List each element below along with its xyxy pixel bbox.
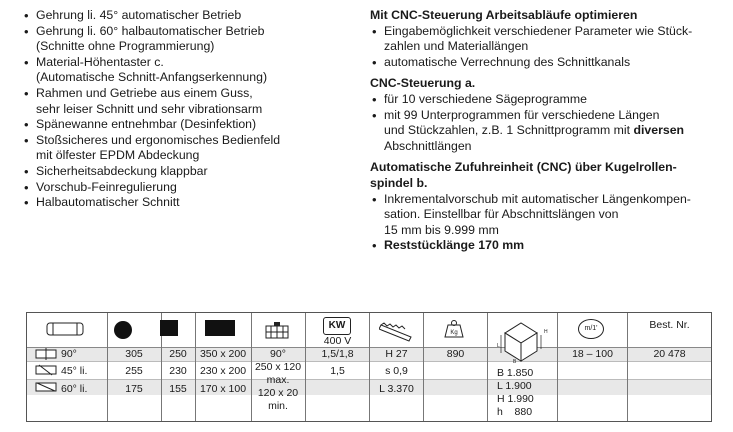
blade-height: H 27 — [385, 348, 408, 360]
list-item: • Eingabemöglichkeit verschiedener Parameter wie Stück- zahlen und Materiallängen — [370, 24, 715, 55]
power-value-alt: 1,5 — [330, 365, 345, 377]
rect-material-icon — [205, 320, 235, 336]
cut-angle: 45° li. — [61, 365, 88, 377]
square-capacity: 230 — [169, 365, 187, 377]
feature-list-left — [22, 8, 342, 211]
rect-capacity: 170 x 100 — [199, 383, 247, 395]
weight-icon — [444, 319, 464, 339]
saw-blade-icon — [379, 321, 413, 343]
blade-thickness: s 0,9 — [385, 365, 408, 377]
weight-value: 890 — [446, 348, 465, 360]
order-number: 20 478 — [653, 348, 686, 360]
machine-dimensions: B 1.850 L 1.900 H 1.990 h 880 — [497, 367, 534, 418]
section-title-feed-unit: Automatische Zufuhreinheit (CNC) über Kugelrollen- spindel b. — [370, 160, 677, 190]
speed-icon: m/1' — [578, 319, 604, 339]
cnc-control-list — [370, 92, 715, 154]
square-capacity: 155 — [169, 383, 187, 395]
order-number-header: Best. Nr. — [649, 319, 690, 331]
svg-text:Kg: Kg — [450, 330, 458, 336]
blade-speed: 18 – 100 — [572, 348, 613, 360]
list-item: • automatische Verrechnung des Schnittkanals — [370, 55, 715, 71]
rect-capacity: 230 x 200 — [199, 365, 247, 377]
list-item: • für 10 verschiedene Sägeprogramme — [370, 92, 715, 108]
cut-angle: 90° — [61, 348, 77, 360]
power-value: 1,5/1,8 — [321, 348, 354, 360]
round-material-icon — [113, 320, 133, 340]
feed-unit-list — [370, 192, 715, 254]
cut-angle: 60° li. — [61, 383, 88, 395]
svg-text:L: L — [497, 343, 500, 349]
square-capacity: 250 — [169, 348, 187, 360]
list-item: • Sicherheitsabdeckung klappbar — [22, 164, 342, 180]
list-item: • Rahmen und Getriebe aus einem Guss, sehr leiser Schnitt und sehr vibrationsarm — [22, 86, 342, 117]
svg-text:H: H — [544, 329, 548, 335]
square-material-icon — [159, 319, 179, 337]
list-item: • Halbautomatischer Schnitt — [22, 195, 342, 211]
spec-table — [26, 312, 712, 422]
list-item: • Gehrung li. 60° halbautomatischer Betrieb (Schnitte ohne Programmierung) — [22, 24, 342, 55]
cnc-workflow-list — [370, 24, 715, 71]
rect-capacity: 350 x 200 — [199, 348, 247, 360]
round-capacity: 255 — [125, 365, 143, 377]
svg-text:B: B — [513, 359, 517, 365]
list-item: • Vorschub-Feinregulierung — [22, 180, 342, 196]
list-item: • Gehrung li. 45° automatischer Betrieb — [22, 8, 342, 24]
tube-icon — [45, 321, 85, 337]
blade-length: L 3.370 — [379, 383, 414, 395]
cut-60-icon — [35, 381, 57, 393]
cut-45-icon — [35, 364, 57, 376]
list-item: • Material-Höhentaster c. (Automatische Schnitt-Anfangserkennung) — [22, 55, 342, 86]
dimensions-icon — [497, 319, 551, 365]
feature-list — [22, 8, 342, 211]
list-item: • Stoßsicheres und ergonomisches Bedienfeld mit ölfester EPDM Abdeckung — [22, 133, 342, 164]
cut-90-icon — [35, 348, 57, 360]
round-capacity: 175 — [125, 383, 143, 395]
feature-list-right — [370, 8, 715, 254]
list-item: • Spänewanne entnehmbar (Desinfektion) — [22, 117, 342, 133]
kw-icon: KW — [323, 317, 351, 335]
bundle-icon — [265, 321, 289, 339]
list-item: • mit 99 Unterprogrammen für verschiedene Längen und Stückzahlen, z.B. 1 Schnittprogramm mit diversen Abschnittlängen — [370, 108, 715, 155]
bundle-capacity: 90° 250 x 120 max. 120 x 20 min. — [254, 348, 302, 412]
list-item: • Reststücklänge 170 mm — [370, 238, 715, 254]
round-capacity: 305 — [125, 348, 143, 360]
list-item: • Inkrementalvorschub mit automatischer Längenkompen- sation. Einstellbar für Abschnittslängen von 15 mm bis 9.999 mm — [370, 192, 715, 239]
voltage-label: 400 V — [323, 335, 352, 347]
section-title-cnc-control: CNC-Steuerung a. — [370, 76, 476, 91]
section-title-cnc-workflow: Mit CNC-Steuerung Arbeitsabläufe optimieren — [370, 8, 638, 22]
